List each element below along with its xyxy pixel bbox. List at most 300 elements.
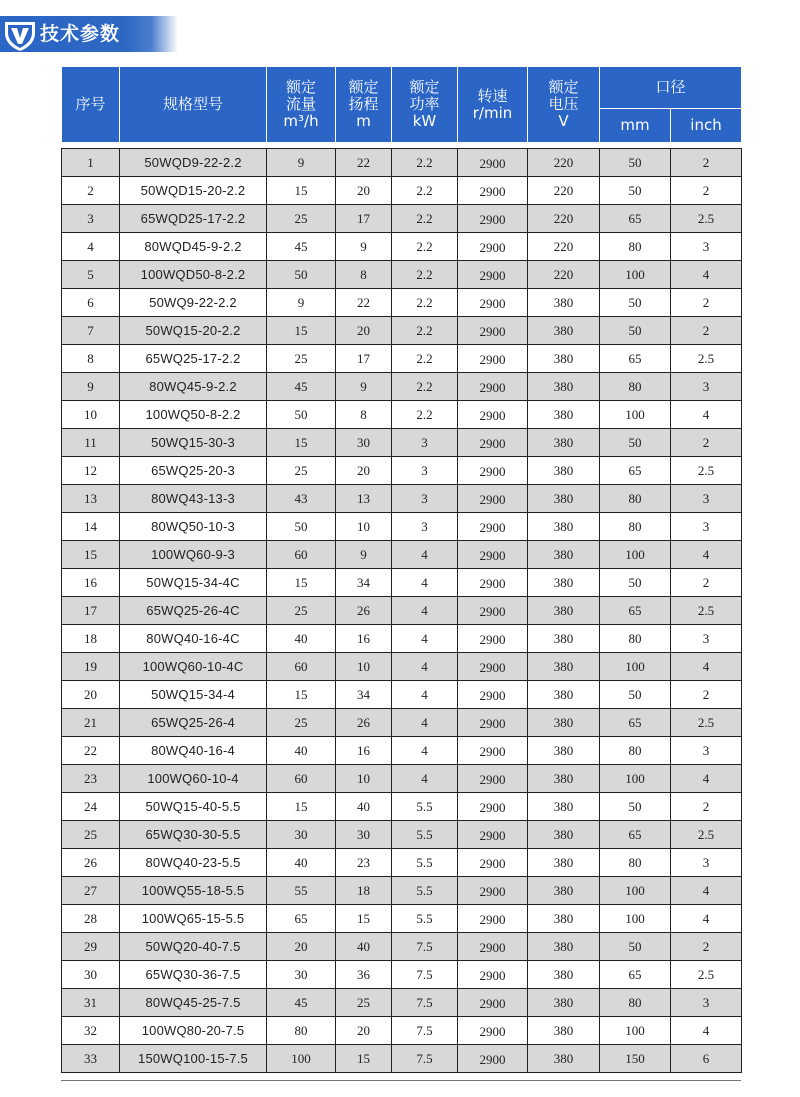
cell-flow: 45 (267, 989, 336, 1017)
cell-diameter-inch: 4 (671, 401, 742, 429)
cell-speed: 2900 (458, 933, 528, 961)
cell-model: 65WQ25-26-4 (120, 709, 267, 737)
cell-diameter-mm: 50 (600, 793, 671, 821)
cell-index: 18 (62, 625, 120, 653)
cell-index: 16 (62, 569, 120, 597)
col-header-voltage: 额定 电压 V (528, 67, 600, 143)
cell-voltage: 220 (528, 149, 600, 177)
cell-head: 34 (336, 569, 392, 597)
cell-diameter-inch: 3 (671, 373, 742, 401)
cell-flow: 60 (267, 541, 336, 569)
cell-voltage: 380 (528, 877, 600, 905)
cell-diameter-mm: 65 (600, 821, 671, 849)
cell-diameter-inch: 2 (671, 429, 742, 457)
cell-flow: 43 (267, 485, 336, 513)
cell-model: 50WQ15-20-2.2 (120, 317, 267, 345)
cell-model: 80WQ50-10-3 (120, 513, 267, 541)
cell-power: 3 (392, 457, 458, 485)
cell-power: 4 (392, 709, 458, 737)
cell-model: 50WQ20-40-7.5 (120, 933, 267, 961)
cell-diameter-mm: 65 (600, 345, 671, 373)
col-header-head: 额定 扬程 m (336, 67, 392, 143)
cell-flow: 25 (267, 457, 336, 485)
cell-flow: 15 (267, 429, 336, 457)
cell-index: 32 (62, 1017, 120, 1045)
cell-diameter-inch: 2 (671, 149, 742, 177)
table-row (62, 933, 742, 961)
cell-voltage: 380 (528, 373, 600, 401)
cell-diameter-mm: 65 (600, 205, 671, 233)
cell-speed: 2900 (458, 737, 528, 765)
cell-diameter-mm: 80 (600, 485, 671, 513)
cell-flow: 25 (267, 597, 336, 625)
cell-model: 100WQD50-8-2.2 (120, 261, 267, 289)
cell-model: 100WQ80-20-7.5 (120, 1017, 267, 1045)
cell-power: 2.2 (392, 373, 458, 401)
cell-diameter-mm: 50 (600, 317, 671, 345)
cell-flow: 80 (267, 1017, 336, 1045)
section-title: 技术参数 (40, 23, 121, 45)
cell-index: 11 (62, 429, 120, 457)
cell-model: 80WQ40-16-4 (120, 737, 267, 765)
cell-index: 26 (62, 849, 120, 877)
cell-power: 5.5 (392, 821, 458, 849)
cell-diameter-inch: 4 (671, 765, 742, 793)
cell-power: 2.2 (392, 233, 458, 261)
cell-head: 9 (336, 541, 392, 569)
cell-diameter-mm: 65 (600, 597, 671, 625)
cell-power: 4 (392, 541, 458, 569)
cell-index: 7 (62, 317, 120, 345)
cell-diameter-inch: 2 (671, 933, 742, 961)
cell-speed: 2900 (458, 681, 528, 709)
cell-index: 29 (62, 933, 120, 961)
cell-diameter-mm: 80 (600, 233, 671, 261)
cell-power: 7.5 (392, 989, 458, 1017)
cell-flow: 15 (267, 177, 336, 205)
cell-model: 65WQ25-17-2.2 (120, 345, 267, 373)
table-row (62, 653, 742, 681)
cell-diameter-mm: 150 (600, 1045, 671, 1073)
cell-diameter-mm: 100 (600, 877, 671, 905)
cell-index: 24 (62, 793, 120, 821)
cell-index: 14 (62, 513, 120, 541)
cell-flow: 15 (267, 317, 336, 345)
cell-voltage: 380 (528, 429, 600, 457)
cell-speed: 2900 (458, 345, 528, 373)
cell-speed: 2900 (458, 821, 528, 849)
cell-speed: 2900 (458, 233, 528, 261)
cell-power: 7.5 (392, 1017, 458, 1045)
cell-model: 80WQ45-9-2.2 (120, 373, 267, 401)
cell-speed: 2900 (458, 1045, 528, 1073)
cell-diameter-mm: 100 (600, 1017, 671, 1045)
cell-voltage: 380 (528, 457, 600, 485)
cell-speed: 2900 (458, 401, 528, 429)
cell-voltage: 380 (528, 961, 600, 989)
cell-head: 8 (336, 261, 392, 289)
cell-power: 2.2 (392, 317, 458, 345)
cell-speed: 2900 (458, 625, 528, 653)
cell-index: 13 (62, 485, 120, 513)
spec-table (61, 66, 742, 1073)
cell-voltage: 380 (528, 513, 600, 541)
cell-diameter-inch: 4 (671, 541, 742, 569)
cell-voltage: 380 (528, 653, 600, 681)
cell-power: 7.5 (392, 1045, 458, 1073)
cell-voltage: 380 (528, 345, 600, 373)
cell-flow: 50 (267, 513, 336, 541)
table-row (62, 233, 742, 261)
cell-diameter-mm: 65 (600, 961, 671, 989)
cell-head: 17 (336, 205, 392, 233)
cell-speed: 2900 (458, 653, 528, 681)
cell-diameter-inch: 2 (671, 681, 742, 709)
cell-speed: 2900 (458, 485, 528, 513)
cell-diameter-inch: 3 (671, 849, 742, 877)
cell-head: 22 (336, 289, 392, 317)
cell-flow: 55 (267, 877, 336, 905)
cell-head: 20 (336, 457, 392, 485)
cell-head: 9 (336, 233, 392, 261)
table-row (62, 513, 742, 541)
section-header (0, 16, 178, 52)
table-row (62, 849, 742, 877)
cell-diameter-mm: 80 (600, 737, 671, 765)
cell-model: 80WQ40-16-4C (120, 625, 267, 653)
cell-head: 15 (336, 1045, 392, 1073)
cell-index: 4 (62, 233, 120, 261)
cell-speed: 2900 (458, 149, 528, 177)
cell-model: 65WQ30-36-7.5 (120, 961, 267, 989)
cell-head: 20 (336, 317, 392, 345)
cell-flow: 60 (267, 765, 336, 793)
shield-v-logo-icon (2, 17, 38, 53)
cell-power: 2.2 (392, 177, 458, 205)
cell-speed: 2900 (458, 793, 528, 821)
cell-flow: 15 (267, 569, 336, 597)
cell-voltage: 380 (528, 849, 600, 877)
cell-model: 100WQ60-9-3 (120, 541, 267, 569)
cell-head: 26 (336, 597, 392, 625)
col-header-model: 规格型号 (120, 67, 267, 143)
col-header-diameter: 口径 (600, 67, 742, 109)
cell-model: 50WQ15-40-5.5 (120, 793, 267, 821)
cell-voltage: 380 (528, 737, 600, 765)
cell-index: 23 (62, 765, 120, 793)
cell-head: 10 (336, 765, 392, 793)
cell-voltage: 380 (528, 821, 600, 849)
cell-head: 30 (336, 821, 392, 849)
cell-model: 150WQ100-15-7.5 (120, 1045, 267, 1073)
cell-diameter-inch: 2.5 (671, 205, 742, 233)
cell-speed: 2900 (458, 541, 528, 569)
cell-voltage: 380 (528, 793, 600, 821)
cell-power: 5.5 (392, 849, 458, 877)
col-header-power: 额定 功率 kW (392, 67, 458, 143)
cell-flow: 65 (267, 905, 336, 933)
cell-head: 26 (336, 709, 392, 737)
cell-model: 65WQ30-30-5.5 (120, 821, 267, 849)
cell-power: 3 (392, 513, 458, 541)
cell-head: 10 (336, 513, 392, 541)
cell-head: 16 (336, 625, 392, 653)
cell-power: 4 (392, 597, 458, 625)
cell-flow: 25 (267, 205, 336, 233)
table-row (62, 793, 742, 821)
cell-diameter-inch: 2 (671, 569, 742, 597)
table-row (62, 877, 742, 905)
cell-speed: 2900 (458, 877, 528, 905)
col-header-diameter-mm: mm (600, 109, 671, 143)
cell-speed: 2900 (458, 849, 528, 877)
cell-diameter-mm: 80 (600, 373, 671, 401)
cell-index: 28 (62, 905, 120, 933)
table-row (62, 1017, 742, 1045)
cell-voltage: 380 (528, 401, 600, 429)
cell-voltage: 380 (528, 625, 600, 653)
cell-speed: 2900 (458, 709, 528, 737)
cell-head: 13 (336, 485, 392, 513)
cell-speed: 2900 (458, 765, 528, 793)
cell-model: 80WQ43-13-3 (120, 485, 267, 513)
cell-voltage: 380 (528, 933, 600, 961)
table-row (62, 401, 742, 429)
table-row (62, 149, 742, 177)
table-row (62, 457, 742, 485)
cell-flow: 25 (267, 345, 336, 373)
cell-model: 50WQD15-20-2.2 (120, 177, 267, 205)
cell-diameter-mm: 100 (600, 765, 671, 793)
cell-index: 8 (62, 345, 120, 373)
cell-flow: 50 (267, 401, 336, 429)
cell-index: 6 (62, 289, 120, 317)
cell-diameter-mm: 50 (600, 681, 671, 709)
cell-power: 3 (392, 485, 458, 513)
cell-diameter-inch: 2 (671, 177, 742, 205)
cell-flow: 50 (267, 261, 336, 289)
cell-flow: 45 (267, 373, 336, 401)
cell-head: 8 (336, 401, 392, 429)
table-row (62, 205, 742, 233)
cell-speed: 2900 (458, 989, 528, 1017)
cell-head: 25 (336, 989, 392, 1017)
cell-voltage: 380 (528, 905, 600, 933)
table-row (62, 317, 742, 345)
cell-head: 15 (336, 905, 392, 933)
cell-index: 20 (62, 681, 120, 709)
table-row (62, 597, 742, 625)
col-header-speed: 转速 r/min (458, 67, 528, 143)
cell-power: 4 (392, 569, 458, 597)
cell-power: 5.5 (392, 793, 458, 821)
cell-index: 22 (62, 737, 120, 765)
cell-flow: 30 (267, 961, 336, 989)
cell-diameter-inch: 2.5 (671, 821, 742, 849)
cell-model: 65WQD25-17-2.2 (120, 205, 267, 233)
cell-model: 100WQ60-10-4C (120, 653, 267, 681)
table-row (62, 289, 742, 317)
cell-model: 100WQ65-15-5.5 (120, 905, 267, 933)
cell-model: 80WQD45-9-2.2 (120, 233, 267, 261)
cell-diameter-mm: 50 (600, 569, 671, 597)
cell-diameter-inch: 2.5 (671, 457, 742, 485)
cell-voltage: 380 (528, 765, 600, 793)
cell-diameter-mm: 50 (600, 429, 671, 457)
cell-diameter-inch: 2 (671, 317, 742, 345)
cell-speed: 2900 (458, 905, 528, 933)
cell-diameter-mm: 100 (600, 653, 671, 681)
cell-flow: 15 (267, 793, 336, 821)
cell-power: 2.2 (392, 401, 458, 429)
cell-head: 20 (336, 1017, 392, 1045)
cell-diameter-inch: 4 (671, 877, 742, 905)
cell-speed: 2900 (458, 289, 528, 317)
cell-diameter-inch: 2.5 (671, 961, 742, 989)
cell-power: 7.5 (392, 961, 458, 989)
cell-diameter-mm: 80 (600, 513, 671, 541)
cell-power: 5.5 (392, 877, 458, 905)
cell-diameter-inch: 2.5 (671, 597, 742, 625)
cell-index: 21 (62, 709, 120, 737)
cell-diameter-mm: 50 (600, 177, 671, 205)
cell-index: 31 (62, 989, 120, 1017)
cell-diameter-mm: 80 (600, 989, 671, 1017)
cell-voltage: 380 (528, 709, 600, 737)
cell-model: 100WQ55-18-5.5 (120, 877, 267, 905)
cell-flow: 60 (267, 653, 336, 681)
cell-diameter-inch: 4 (671, 653, 742, 681)
spec-table-body (62, 143, 742, 1073)
cell-diameter-inch: 2.5 (671, 345, 742, 373)
table-row (62, 345, 742, 373)
cell-model: 80WQ40-23-5.5 (120, 849, 267, 877)
cell-index: 9 (62, 373, 120, 401)
cell-diameter-mm: 80 (600, 849, 671, 877)
table-row (62, 541, 742, 569)
cell-diameter-inch: 3 (671, 233, 742, 261)
cell-model: 100WQ50-8-2.2 (120, 401, 267, 429)
cell-diameter-inch: 3 (671, 513, 742, 541)
table-row (62, 961, 742, 989)
cell-voltage: 220 (528, 205, 600, 233)
cell-power: 2.2 (392, 289, 458, 317)
cell-diameter-mm: 50 (600, 149, 671, 177)
cell-power: 2.2 (392, 149, 458, 177)
cell-flow: 15 (267, 681, 336, 709)
cell-diameter-mm: 50 (600, 933, 671, 961)
cell-model: 50WQ15-34-4C (120, 569, 267, 597)
cell-voltage: 380 (528, 289, 600, 317)
cell-head: 30 (336, 429, 392, 457)
cell-model: 50WQD9-22-2.2 (120, 149, 267, 177)
cell-diameter-inch: 3 (671, 485, 742, 513)
cell-flow: 40 (267, 849, 336, 877)
table-row (62, 429, 742, 457)
cell-head: 17 (336, 345, 392, 373)
table-row (62, 989, 742, 1017)
cell-flow: 40 (267, 625, 336, 653)
cell-power: 4 (392, 737, 458, 765)
cell-speed: 2900 (458, 373, 528, 401)
cell-speed: 2900 (458, 261, 528, 289)
cell-diameter-mm: 100 (600, 261, 671, 289)
cell-head: 36 (336, 961, 392, 989)
table-row (62, 261, 742, 289)
cell-voltage: 380 (528, 597, 600, 625)
cell-index: 27 (62, 877, 120, 905)
cell-head: 20 (336, 177, 392, 205)
cell-voltage: 220 (528, 177, 600, 205)
cell-diameter-mm: 80 (600, 625, 671, 653)
cell-speed: 2900 (458, 569, 528, 597)
cell-head: 23 (336, 849, 392, 877)
table-row (62, 821, 742, 849)
bottom-rule (61, 1080, 741, 1081)
cell-power: 2.2 (392, 261, 458, 289)
cell-diameter-inch: 2.5 (671, 709, 742, 737)
cell-index: 12 (62, 457, 120, 485)
cell-flow: 9 (267, 289, 336, 317)
table-row (62, 905, 742, 933)
cell-index: 15 (62, 541, 120, 569)
cell-index: 33 (62, 1045, 120, 1073)
cell-head: 40 (336, 793, 392, 821)
col-header-flow: 额定 流量 m³/h (267, 67, 336, 143)
cell-head: 10 (336, 653, 392, 681)
cell-voltage: 380 (528, 317, 600, 345)
cell-speed: 2900 (458, 317, 528, 345)
cell-head: 22 (336, 149, 392, 177)
cell-model: 80WQ45-25-7.5 (120, 989, 267, 1017)
cell-voltage: 380 (528, 541, 600, 569)
cell-voltage: 220 (528, 261, 600, 289)
cell-head: 34 (336, 681, 392, 709)
cell-diameter-inch: 3 (671, 625, 742, 653)
cell-voltage: 380 (528, 1045, 600, 1073)
cell-diameter-inch: 2 (671, 793, 742, 821)
cell-diameter-inch: 2 (671, 289, 742, 317)
table-row (62, 485, 742, 513)
cell-model: 50WQ15-30-3 (120, 429, 267, 457)
cell-speed: 2900 (458, 205, 528, 233)
cell-speed: 2900 (458, 429, 528, 457)
cell-power: 2.2 (392, 205, 458, 233)
cell-speed: 2900 (458, 1017, 528, 1045)
cell-flow: 9 (267, 149, 336, 177)
col-header-diameter-inch: inch (671, 109, 742, 143)
cell-speed: 2900 (458, 961, 528, 989)
cell-flow: 40 (267, 737, 336, 765)
table-row (62, 709, 742, 737)
cell-model: 50WQ15-34-4 (120, 681, 267, 709)
cell-index: 19 (62, 653, 120, 681)
cell-flow: 45 (267, 233, 336, 261)
cell-flow: 30 (267, 821, 336, 849)
cell-head: 40 (336, 933, 392, 961)
cell-head: 16 (336, 737, 392, 765)
table-row (62, 373, 742, 401)
cell-voltage: 380 (528, 989, 600, 1017)
cell-diameter-inch: 3 (671, 737, 742, 765)
cell-diameter-mm: 100 (600, 401, 671, 429)
cell-speed: 2900 (458, 597, 528, 625)
cell-power: 4 (392, 681, 458, 709)
cell-index: 3 (62, 205, 120, 233)
cell-speed: 2900 (458, 177, 528, 205)
table-row (62, 681, 742, 709)
cell-index: 17 (62, 597, 120, 625)
